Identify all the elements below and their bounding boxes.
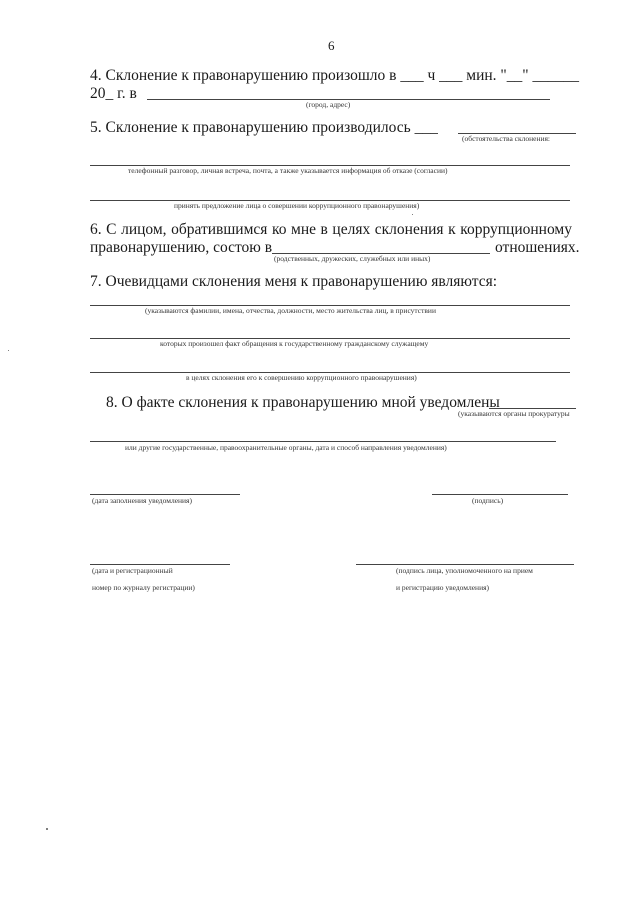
fill-date-line (90, 494, 240, 495)
signature-line (432, 494, 568, 495)
official-signature-line (356, 564, 574, 565)
reg-date-label-2: номер по журналу регистрации) (92, 583, 195, 592)
reg-date-label-1: (дата и регистрационный (92, 566, 173, 575)
item5-line1: 5. Склонение к правонарушению производилось ___ (90, 119, 438, 136)
item8-line1: 8. О факте склонения к правонарушению мной уведомлены (106, 394, 500, 411)
scan-speck (46, 828, 48, 830)
item6-hint: (родственных, дружеских, служебных или иных) (274, 254, 431, 263)
scan-speck (412, 214, 413, 215)
item8-hint2: или другие государственные, правоохранительные органы, дата и способ направления уведомления) (125, 443, 447, 452)
page-number: 6 (328, 38, 335, 53)
item4-line1: 4. Склонение к правонарушению произошло в ___ ч ___ мин. "__" ______ (90, 67, 579, 84)
fill-date-label: (дата заполнения уведомления) (92, 496, 193, 505)
item8-rule2 (90, 441, 556, 442)
official-label-1: (подпись лица, уполномоченного на прием (396, 566, 533, 575)
item4-place-hint: (город, адрес) (306, 100, 351, 109)
item5-hint2: телефонный разговор, личная встреча, почта, а также указывается информация об отказе (согласии) (128, 166, 448, 175)
official-label-2: и регистрацию уведомления) (396, 583, 490, 592)
item5-hint3: принять предложение лица о совершении коррупционного правонарушения) (174, 201, 420, 210)
item6-line2-suffix: отношениях. (495, 239, 580, 256)
item5-hint1: (обстоятельства склонения: (462, 134, 551, 143)
reg-date-line (90, 564, 230, 565)
item7-line1: 7. Очевидцами склонения меня к правонарушению являются: (90, 273, 498, 290)
item7-hint3: в целях склонения его к совершению коррупционного правонарушения) (186, 373, 417, 382)
item6-line1: 6. С лицом, обратившимся ко мне в целях склонения к коррупционному (90, 221, 572, 238)
item4-line2-prefix: 20_ г. в (90, 85, 137, 102)
item8-hint1: (указываются органы прокуратуры (458, 409, 570, 418)
item6-line2-prefix: правонарушению, состою в (90, 239, 273, 256)
item7-hint1: (указываются фамилии, имена, отчества, должности, место жительства лиц, в присутствии (145, 306, 436, 315)
signature-label: (подпись) (472, 496, 504, 505)
scan-speck (8, 350, 9, 351)
item7-hint2: которых произошел факт обращения к государственному гражданскому служащему (160, 339, 429, 348)
